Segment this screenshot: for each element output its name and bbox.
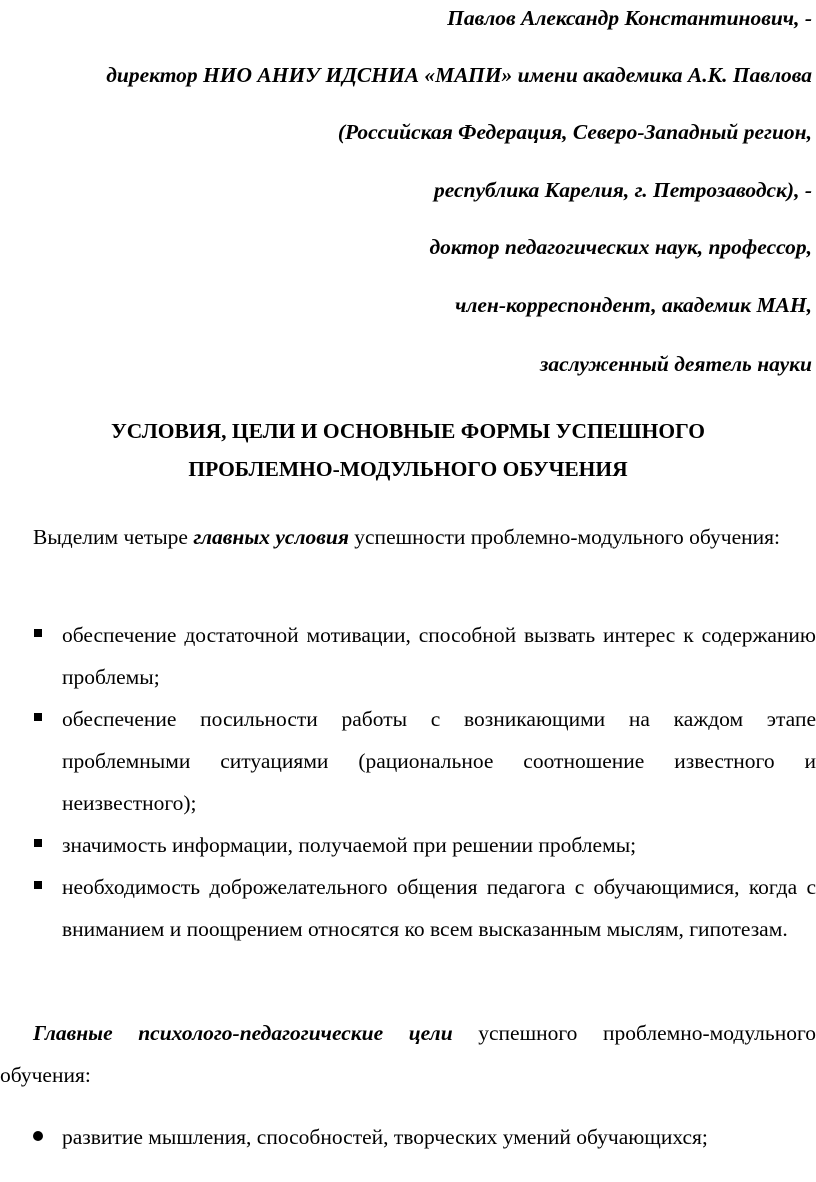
- list-item-text: развитие мышления, способностей, творческих умений обучающихся;: [62, 1125, 708, 1149]
- conditions-intro-paragraph: [0, 516, 816, 558]
- goals-list: [0, 1116, 816, 1158]
- author-position-line: директор НИО АНИУ ИДСНИА «МАПИ» имени академика А.К. Павлова: [106, 63, 812, 87]
- author-degree-line: доктор педагогических наук, профессор,: [429, 235, 812, 259]
- conditions-list: [0, 614, 816, 950]
- conditions-emphasis: главных условия: [193, 525, 349, 549]
- article-title-line-2: ПРОБЛЕМНО-МОДУЛЬНОГО ОБУЧЕНИЯ: [188, 457, 628, 481]
- round-bullet-icon: [33, 1131, 43, 1141]
- square-bullet-icon: [34, 713, 42, 721]
- goals-intro-paragraph: [0, 1012, 816, 1096]
- list-item: [0, 1116, 816, 1158]
- list-item-text: значимость информации, получаемой при решении проблемы;: [62, 833, 637, 857]
- square-bullet-icon: [34, 881, 42, 889]
- square-bullet-icon: [34, 629, 42, 637]
- author-region-line: (Российская Федерация, Северо-Западный регион,: [337, 120, 812, 144]
- list-item-text: обеспечение достаточной мотивации, способной вызвать интерес к содержанию проблемы;: [62, 623, 816, 689]
- goals-emphasis: Главные психолого-педагогические цели: [33, 1021, 453, 1045]
- article-title-line-1: УСЛОВИЯ, ЦЕЛИ И ОСНОВНЫЕ ФОРМЫ УСПЕШНОГО: [111, 419, 705, 443]
- author-name-line: Павлов Александр Константинович, -: [447, 6, 812, 30]
- list-item: [0, 698, 816, 824]
- conditions-intro-after: успешности проблемно-модульного обучения:: [348, 525, 781, 549]
- list-item-text: обеспечение посильности работы с возникающими на каждом этапе проблемными ситуациями (рациональное соотношение известного и неизвестного);: [62, 707, 816, 815]
- author-honor-line: заслуженный деятель науки: [539, 352, 812, 376]
- list-item-text: необходимость доброжелательного общения педагога с обучающимися, когда с вниманием и поощрением относятся ко всем высказанным мыслям, гипотезам.: [62, 875, 816, 941]
- list-item: [0, 824, 816, 866]
- list-item: [0, 614, 816, 698]
- square-bullet-icon: [34, 839, 42, 847]
- conditions-intro-before: Выделим четыре: [33, 525, 194, 549]
- author-membership-line: член-корреспондент, академик МАН,: [455, 293, 812, 317]
- list-item: [0, 866, 816, 950]
- goals-intro-after: успешного проблемно-модульного обучения:: [0, 1021, 816, 1087]
- author-city-line: республика Карелия, г. Петрозаводск), -: [433, 178, 812, 202]
